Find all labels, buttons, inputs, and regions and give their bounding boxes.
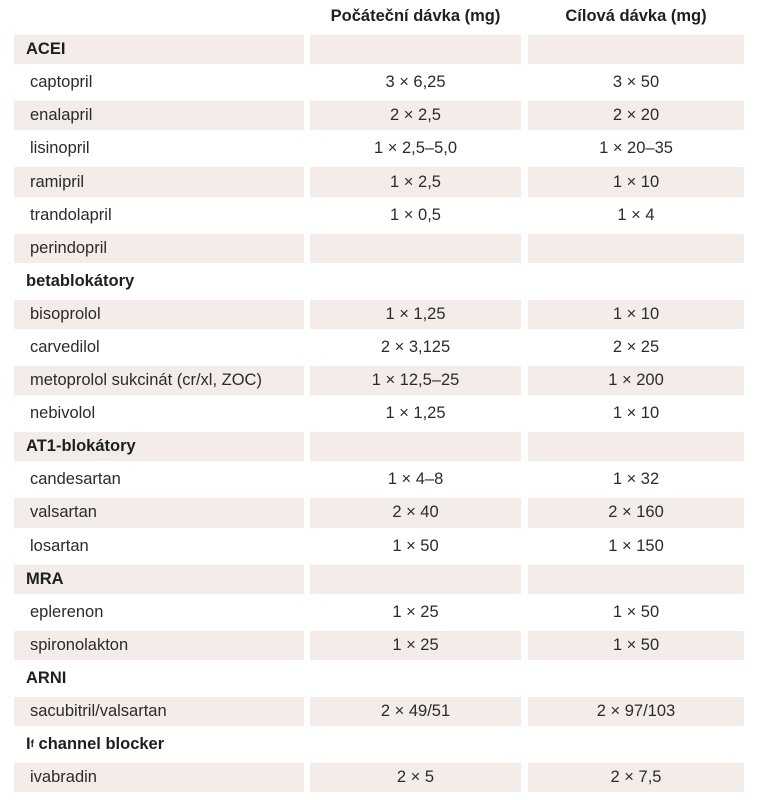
start-dose: 1 × 1,25 [385, 404, 446, 423]
target-dose: 2 × 160 [528, 498, 744, 527]
start-dose: 1 × 2,5–5,0 [373, 139, 458, 158]
table-row [0, 397, 768, 430]
table-row [0, 530, 768, 563]
target-dose: 1 × 20–35 [599, 139, 673, 158]
drug-name: perindopril [14, 234, 304, 263]
table-row [0, 298, 768, 331]
drug-name: captopril [30, 73, 93, 92]
drug-name: trandolapril [30, 205, 112, 224]
group-row [0, 430, 768, 463]
group-label: ACEI [14, 35, 304, 64]
header-target-dose: Cílová dávka (mg) [565, 7, 707, 26]
target-dose [528, 35, 744, 64]
drug-name: eplerenon [30, 602, 104, 621]
start-dose [310, 267, 521, 296]
drug-name: metoprolol sukcinát (cr/xl, ZOC) [14, 366, 304, 395]
start-dose: 1 × 1,25 [310, 300, 521, 329]
target-dose [528, 432, 744, 461]
start-dose [310, 35, 521, 64]
start-dose: 2 × 5 [310, 763, 521, 792]
start-dose [310, 664, 521, 693]
group-row [0, 563, 768, 596]
group-label: betablokátory [26, 271, 135, 290]
target-dose: 1 × 200 [528, 366, 744, 395]
start-dose: 2 × 49/51 [310, 697, 521, 726]
target-dose [528, 565, 744, 594]
start-dose [310, 432, 521, 461]
table-header-row [0, 0, 768, 33]
target-dose: 1 × 10 [528, 167, 744, 196]
target-dose: 3 × 50 [612, 73, 660, 92]
group-row [0, 33, 768, 66]
start-dose: 1 × 0,5 [390, 205, 441, 224]
drug-name: spironolakton [14, 631, 304, 660]
start-dose: 1 × 2,5 [310, 167, 521, 196]
header-start-dose: Počáteční dávka (mg) [330, 7, 501, 26]
table-row [0, 165, 768, 198]
start-dose: 2 × 40 [310, 498, 521, 527]
group-label-subscript: f [30, 739, 34, 751]
table-row [0, 99, 768, 132]
group-row [0, 265, 768, 298]
group-label-main: I [26, 735, 31, 754]
drug-name: lisinopril [30, 139, 90, 158]
start-dose: 1 × 25 [310, 631, 521, 660]
drug-name: bisoprolol [14, 300, 304, 329]
target-dose [528, 234, 744, 263]
group-label-rest: channel blocker [33, 735, 165, 754]
drug-name: nebivolol [30, 404, 96, 423]
table-row [0, 496, 768, 529]
target-dose: 1 × 150 [608, 536, 664, 555]
drug-name: candesartan [30, 470, 121, 489]
target-dose [528, 267, 744, 296]
table-row [0, 695, 768, 728]
drug-name: sacubitril/valsartan [14, 697, 304, 726]
start-dose: 1 × 4–8 [387, 470, 444, 489]
group-row [0, 728, 768, 761]
group-label [14, 730, 304, 759]
start-dose [310, 234, 521, 263]
target-dose: 2 × 20 [528, 101, 744, 130]
group-label: AT1-blokátory [14, 432, 304, 461]
table-row [0, 629, 768, 662]
table-row [0, 463, 768, 496]
table-row [0, 199, 768, 232]
target-dose: 2 × 7,5 [528, 763, 744, 792]
target-dose: 1 × 50 [528, 631, 744, 660]
start-dose [310, 565, 521, 594]
table-row [0, 596, 768, 629]
table-row [0, 66, 768, 99]
start-dose: 2 × 2,5 [310, 101, 521, 130]
start-dose: 1 × 25 [392, 602, 439, 621]
target-dose: 1 × 32 [612, 470, 660, 489]
drug-name: ramipril [14, 167, 304, 196]
table-row [0, 132, 768, 165]
target-dose: 1 × 50 [612, 602, 660, 621]
start-dose: 3 × 6,25 [385, 73, 446, 92]
group-label: MRA [14, 565, 304, 594]
target-dose: 1 × 10 [528, 300, 744, 329]
drug-name: valsartan [14, 498, 304, 527]
table-row [0, 232, 768, 265]
group-label: ARNI [26, 668, 67, 687]
target-dose: 1 × 4 [617, 205, 655, 224]
drug-name: carvedilol [30, 337, 100, 356]
table-row [0, 331, 768, 364]
table-row [0, 761, 768, 794]
target-dose [528, 664, 744, 693]
drug-name: ivabradin [14, 763, 304, 792]
target-dose [528, 730, 744, 759]
start-dose: 1 × 50 [392, 536, 439, 555]
group-row [0, 662, 768, 695]
target-dose: 1 × 10 [612, 404, 660, 423]
header-drug-cell [14, 2, 304, 31]
start-dose: 2 × 3,125 [380, 337, 451, 356]
drug-name: losartan [30, 536, 89, 555]
drug-name: enalapril [14, 101, 304, 130]
start-dose: 1 × 12,5–25 [310, 366, 521, 395]
table-row [0, 364, 768, 397]
start-dose [310, 730, 521, 759]
target-dose: 2 × 25 [612, 337, 660, 356]
target-dose: 2 × 97/103 [528, 697, 744, 726]
